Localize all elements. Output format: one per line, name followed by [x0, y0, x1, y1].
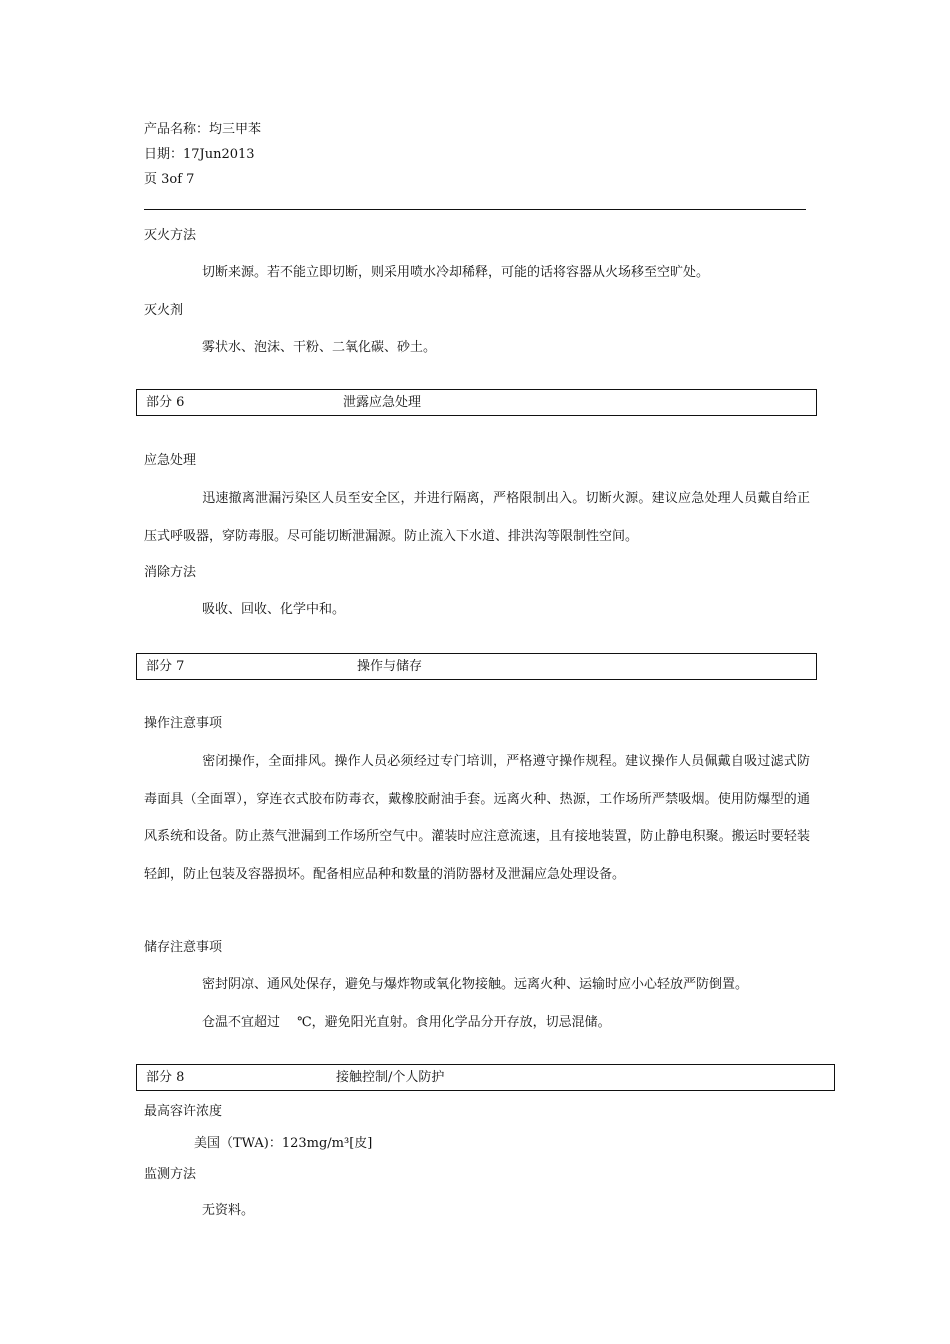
section-7-title: 操作与储存 [357, 659, 423, 674]
handling-heading: 操作注意事项 [144, 716, 223, 731]
storage-line-2: 仓温不宜超过 ℃，避免阳光直射。食用化学品分开存放，切忌混储。 [202, 1015, 611, 1030]
document-date: 日期：17Jun2013 [144, 147, 255, 162]
max-concentration-heading: 最高容许浓度 [144, 1104, 223, 1119]
storage-heading: 储存注意事项 [144, 940, 223, 955]
fire-agent-heading: 灭火剂 [144, 303, 184, 318]
page-number: 页 3of 7 [144, 172, 195, 187]
removal-heading: 消除方法 [144, 565, 197, 580]
section-7-header [136, 653, 817, 680]
section-8-title: 接触控制/个人防护 [336, 1070, 445, 1085]
monitoring-text: 无资料。 [202, 1203, 255, 1218]
section-6-title: 泄露应急处理 [343, 395, 422, 410]
monitoring-heading: 监测方法 [144, 1167, 197, 1182]
section-6-header [136, 389, 817, 416]
max-concentration-value: 美国（TWA)：123mg/m³[皮] [194, 1136, 373, 1151]
section-8-header [136, 1064, 835, 1091]
emergency-text: 迅速撤离泄漏污染区人员至安全区，并进行隔离，严格限制出入。切断火源。建议应急处理人员戴自给正压式呼吸器，穿防毒服。尽可能切断泄漏源。防止流入下水道、排洪沟等限制性空间。 [144, 491, 810, 544]
emergency-heading: 应急处理 [144, 453, 197, 468]
fire-method-heading: 灭火方法 [144, 228, 197, 243]
section-7-number: 部分 7 [146, 659, 185, 674]
removal-text: 吸收、回收、化学中和。 [202, 602, 346, 617]
storage-line-1: 密封阴凉、通风处保存，避免与爆炸物或氧化物接触。远离火种、运输时应小心轻放严防倒置。 [202, 977, 749, 992]
section-6-number: 部分 6 [146, 395, 185, 410]
fire-agent-text: 雾状水、泡沫、干粉、二氧化碳、砂土。 [202, 340, 437, 355]
fire-method-text: 切断来源。若不能立即切断，则采用喷水冷却稀释，可能的话将容器从火场移至空旷处。 [202, 265, 710, 280]
product-name: 产品名称：均三甲苯 [144, 122, 262, 137]
header-divider [144, 209, 806, 210]
handling-text: 密闭操作，全面排风。操作人员必须经过专门培训，严格遵守操作规程。建议操作人员佩戴自吸过滤式防毒面具（全面罩），穿连衣式胶布防毒衣，戴橡胶耐油手套。远离火种、热源，工作场所严禁吸烟。使用防爆型的通风系统和设备。防止蒸气泄漏到工作场所空气中。灌装时应注意流速，且有接地装置，防止静电积聚。搬运时要轻装轻卸，防止包装及容器损坏。配备相应品种和数量的消防器材及泄漏应急处理设备。 [144, 754, 810, 882]
section-8-number: 部分 8 [146, 1070, 185, 1085]
